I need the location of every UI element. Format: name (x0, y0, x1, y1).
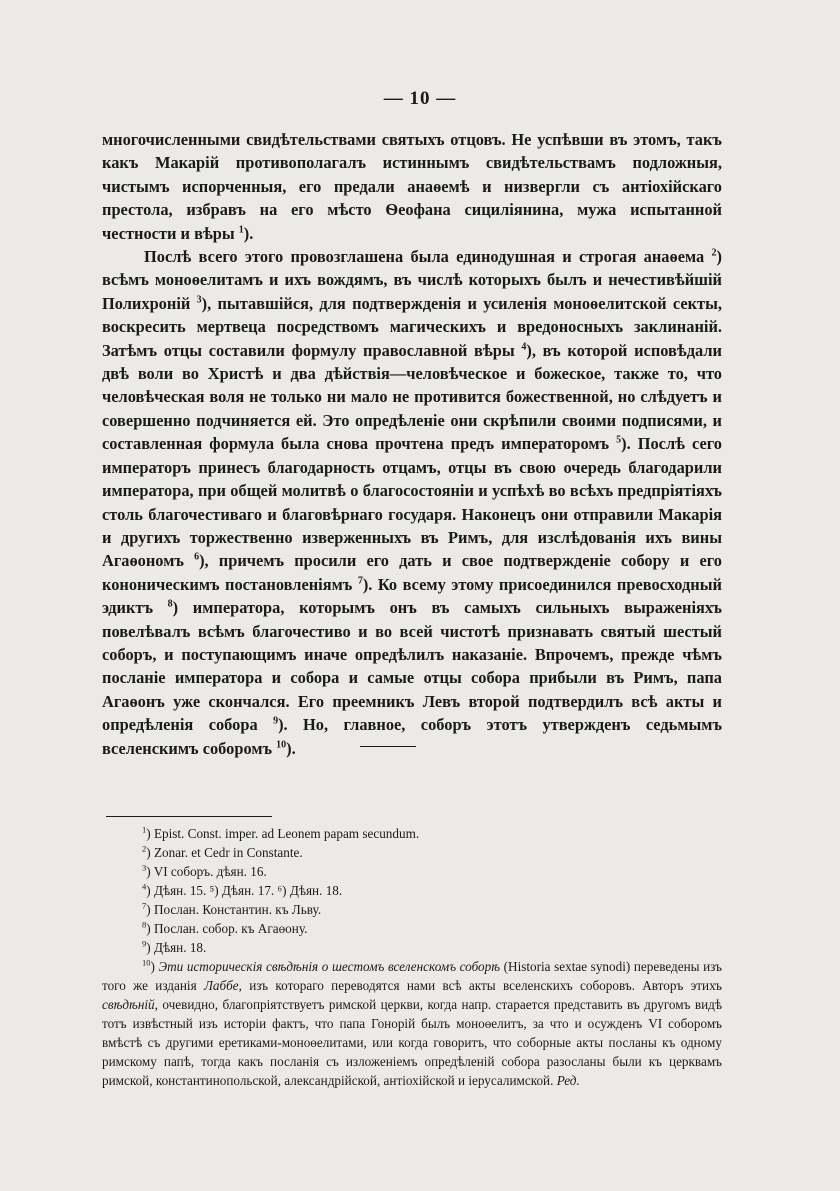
footnote-ref[interactable]: 3 (196, 294, 202, 306)
text-run: ), въ которой исповѣдали двѣ воли во Христѣ и два дѣйствія—человѣческое и божеское, также то, что человѣческая воля не только ни мало не противится божественной, но слѣдуетъ и совершенно подчиняется ей. Это опредѣленіе они скрѣпили своими подписями, и составленная формула была снова прочтена предъ императоромъ (102, 340, 723, 454)
footnote-text: Zonar. et Cedr in Constante. (153, 845, 303, 860)
footnote-1: $^1$) Epist. Const. imper. ad Leonem papam secundum. (142, 824, 420, 841)
footnote-mark: 7 (142, 900, 147, 911)
page-number: — 10 — (383, 88, 457, 109)
footnote-mark: 10 (142, 957, 151, 968)
footnote-2: $^2$) Zonar. et Cedr in Constante. (142, 843, 303, 860)
footnote-mark: 2 (142, 843, 147, 854)
section-divider (360, 746, 416, 747)
editor-mark: Ред. (556, 1073, 580, 1088)
footnote-ref[interactable]: 5 (616, 434, 622, 446)
text-run: ) всѣмъ моноѳелитамъ и ихъ вождямъ, въ числѣ которыхъ былъ и нечестивѣйшій Полихроній (102, 247, 722, 313)
text-run: Послѣ всего этого провозглашена была единодушная и строгая анаѳема (144, 247, 712, 267)
footnote-mark: 3 (142, 862, 147, 873)
footnote-9: $^9$) Дѣян. 18. (142, 938, 207, 955)
paragraph-2 (102, 245, 722, 760)
footnote-italic-lead: Эти историческія свѣдѣнія о шестомъ вселенскомъ соборѣ (158, 959, 501, 974)
footnote-ref[interactable]: 8 (167, 598, 173, 610)
footnote-text: Epist. Const. imper. ad Leonem papam secundum. (153, 826, 420, 841)
footnote-text: Послан. Константин. къ Льву. (153, 902, 322, 917)
footnote-mark: 8 (142, 919, 147, 930)
footnote-text: Послан. собор. къ Агаѳону. (153, 921, 308, 936)
footnote-ref[interactable]: 7 (357, 575, 363, 587)
footnote-7: $^7$) Послан. Константин. къ Льву. (142, 900, 322, 917)
footnote-mark: 4 (142, 881, 147, 892)
paragraph-1 (102, 128, 722, 245)
text-run: ). Ко всему этому присоединился превосходный эдиктъ (102, 574, 722, 618)
footnote-8: $^8$) Послан. собор. къ Агаѳону. (142, 919, 308, 936)
text-run: многочисленными свидѣтельствами святыхъ отцовъ. Не успѣвши въ этомъ, такъ какъ Макарій противополагалъ истиннымъ свидѣтельствамъ подложныя, чистымъ испорченныя, его предали анаѳемѣ и низвергли съ антіохійскаго престола, избравъ на его мѣсто Ѳеофана сициліянина, мужа испытанной честности и вѣры (102, 130, 722, 243)
footnotes (102, 824, 722, 1090)
footnote-10: $^{10}$) Эти историческія свѣдѣнія о шестомъ вселенскомъ соборѣ (Historia sextae synodi) переведены изъ того же изданія Лаббе, изъ котораго переводятся нами всѣ акты вселенскихъ соборовъ. Авторъ этихъ свѣдѣній, очевидно, благопріятствуетъ римской церкви, когда напр. старается представить въ другомъ видѣ тотъ извѣстный изъ исторіи фактъ, что папа Гонорій былъ моноѳелитъ, за что и осужденъ VI соборомъ вмѣстѣ съ другими еретиками-моноѳелитами, или когда говоритъ, что соборные акты посланы къ одному римскому папѣ, тогда какъ посланія съ изложеніемъ опредѣленій собора разосланы были къ церквамъ римской, константинопольской, александрійской, антіохійской и іерусалимской. Ред. (102, 957, 722, 1088)
text-run: ). Но, главное, соборъ этотъ утвержденъ седьмымъ вселенскимъ соборомъ (102, 715, 722, 758)
footnote-3: $^3$) VI соборъ. дѣян. 16. (142, 862, 267, 879)
text-run: ). Послѣ сего императоръ принесъ благодарность отцамъ, отцы въ свою очередь благодарили императора, при общей молитвѣ о благосостояніи и успѣхѣ во всѣхъ предпріятіяхъ столь благочестиваго и благовѣрнаго государя. Наконецъ они отправили Макарія и другихъ торжественно изверженныхъ въ Римъ, для изслѣдованія ихъ вины Агаѳономъ (102, 434, 722, 571)
footnote-text: Дѣян. 15. ⁵) Дѣян. 17. ⁶) Дѣян. 18. (153, 883, 343, 898)
main-text (102, 128, 722, 760)
footnote-ref[interactable]: 2 (711, 247, 717, 259)
footnote-italic-svedeniy: свѣдѣній (102, 997, 155, 1012)
footnote-text: VI соборъ. дѣян. 16. (153, 864, 267, 879)
footnote-text: Дѣян. 18. (153, 940, 207, 955)
text-run: ), пытавшійся, для подтвержденія и усиленія моноѳелитской секты, воскресить мертвеца посредствомъ магическихъ и вредоносныхъ заклинаній. Затѣмъ отцы составили формулу православной вѣры (102, 293, 722, 360)
footnote-divider (106, 816, 272, 817)
footnote-text: (Historia sextae synodi) переведены изъ того же изданія (102, 959, 722, 993)
footnote-ref[interactable]: 9 (273, 715, 279, 727)
footnote-ref[interactable]: 10 (276, 739, 287, 751)
footnote-ref[interactable]: 1 (238, 224, 244, 236)
footnote-mark: 9 (142, 938, 147, 949)
text-run: ). (243, 223, 254, 243)
text-run: ) императора, которымъ онъ въ самыхъ сильныхъ выраженіяхъ повелѣвалъ всѣмъ благочестиво и во всей чистотѣ признавать святый шестый соборъ, и поступающимъ иначе опредѣлилъ наказаніе. Впрочемъ, прежде чѣмъ посланіе императора и собора и самые отцы собора прибыли въ Римъ, папа Агаѳонъ уже скончался. Его преемникъ Левъ второй подтвердилъ всѣ акты и опредѣленія собора (102, 598, 722, 735)
footnote-text: , очевидно, благопріятствуетъ римской церкви, когда напр. старается представить въ другомъ видѣ тотъ извѣстный изъ исторіи фактъ, что папа Гонорій былъ моноѳелитъ, за что и осужденъ VI соборомъ вмѣстѣ съ другими еретиками-моноѳелитами, или когда говоритъ, что соборные акты посланы къ одному римскому папѣ, тогда какъ посланія съ изложеніемъ опредѣленій собора разосланы были къ церквамъ римской, константинопольской, александрійской, антіохійской и іерусалимской. (102, 997, 722, 1088)
footnote-4: $^4$) Дѣян. 15. ⁵) Дѣян. 17. ⁶) Дѣян. 18. (142, 881, 343, 898)
footnote-text: , изъ котораго переводятся нами всѣ акты вселенскихъ соборовъ. Авторъ этихъ (238, 978, 722, 993)
footnote-mark: 1 (142, 824, 147, 835)
footnote-italic-labbe: Лаббе (203, 978, 239, 993)
footnote-ref[interactable]: 6 (194, 551, 200, 563)
text-run: ). (286, 738, 296, 758)
text-run: ), причемъ просили его дать и свое подтвержденіе собору и его кононическимъ постановленіямъ (102, 551, 722, 594)
footnote-ref[interactable]: 4 (521, 341, 527, 353)
